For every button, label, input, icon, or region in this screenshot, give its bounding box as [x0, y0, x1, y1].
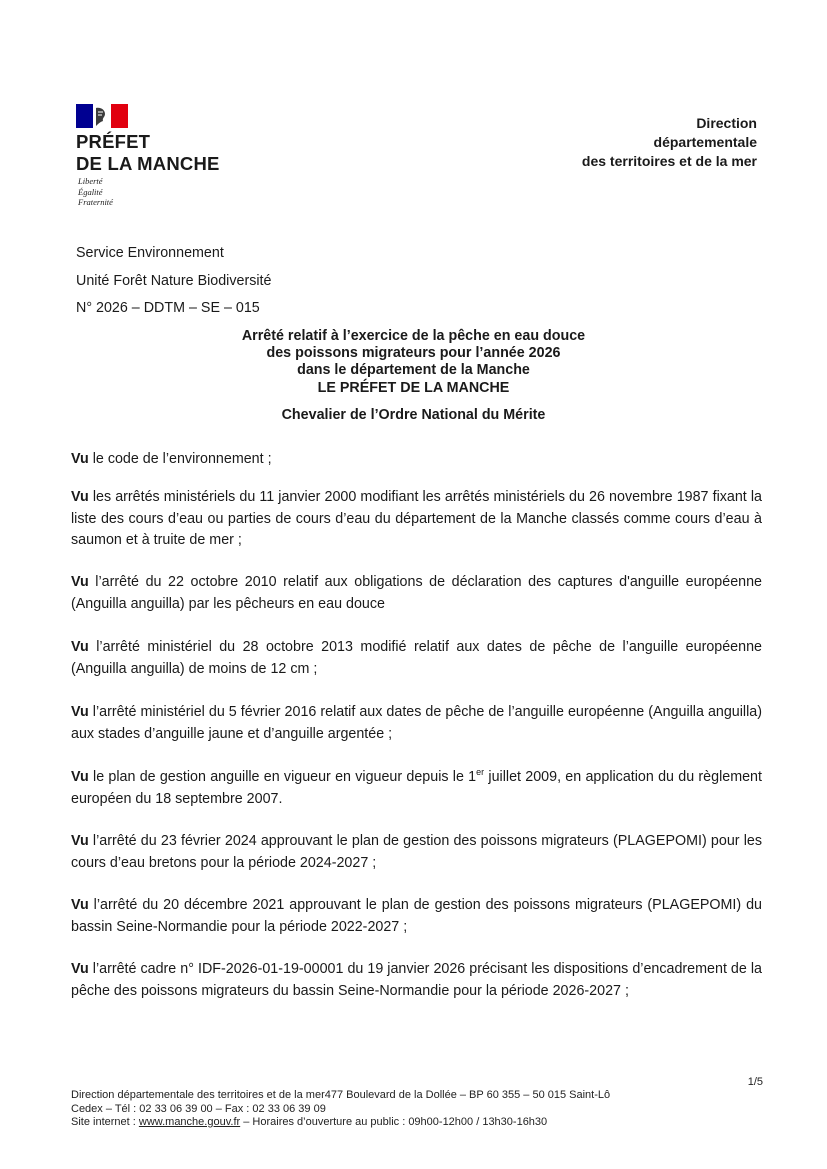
- decree-reference: N° 2026 – DDTM – SE – 015: [76, 300, 260, 316]
- footer-address: Direction départementale des territoires et de la mer477 Boulevard de la Dollée – BP 60 355 – 50 015 Saint-Lô: [71, 1089, 611, 1101]
- marianne-logo-icon: [76, 104, 128, 128]
- motto-fraternite: Fraternité: [78, 197, 113, 207]
- visa-paragraph: Vu le code de l’environnement ;: [71, 451, 272, 467]
- issuing-direction: Direction départementale des territoires et de la mer: [581, 115, 757, 169]
- service-block: [76, 242, 271, 325]
- visa-paragraph: Vu l’arrêté ministériel du 5 février 2016 relatif aux dates de pêche de l’anguille européenne (Anguilla anguilla) aux stades d’anguille jaune et d’anguille argentée ;: [71, 704, 762, 742]
- unit-name: Unité Forêt Nature Biodiversité: [76, 272, 272, 289]
- footer-website-line: Site internet : www.manche.gouv.fr – Horaires d’ouverture au public : 09h00-12h00 / 13h30-16h30: [71, 1116, 548, 1128]
- decree-title: Arrêté relatif à l’exercice de la pêche en eau douce des poissons migrateurs pour l’année 2026 dans le département de la Manche LE PRÉFET DE LA MANCHE Chevalier de l’Ordre National du Mérite: [76, 328, 751, 424]
- visa-paragraph: Vu le plan de gestion anguille en vigueur en vigueur depuis le 1er juillet 2009, en application du du règlement européen du 18 septembre 2007.: [71, 767, 762, 807]
- visa-paragraph: Vu l’arrêté du 20 décembre 2021 approuvant le plan de gestion des poissons migrateurs (PLAGEPOMI) du bassin Seine-Normandie pour la période 2022-2027 ;: [71, 897, 762, 935]
- service-name: Service Environnement: [76, 245, 224, 261]
- page-footer: [71, 1089, 761, 1130]
- honorific-title: Chevalier de l’Ordre National du Mérite: [281, 407, 546, 424]
- motto-egalite: Égalité: [78, 186, 103, 197]
- visa-paragraph: Vu l’arrêté du 23 février 2024 approuvant le plan de gestion des poissons migrateurs (PLAGEPOMI) pour les cours d’eau bretons pour la période 2024-2027 ;: [71, 833, 762, 871]
- visa-paragraph: Vu l’arrêté du 22 octobre 2010 relatif aux obligations de déclaration des captures d'anguille européenne (Anguilla anguilla) par les pêcheurs en eau douce: [71, 574, 762, 612]
- prefecture-title: PRÉFET DE LA MANCHE: [76, 131, 220, 174]
- website-link[interactable]: www.manche.gouv.fr: [138, 1116, 241, 1128]
- footer-phone: Cedex – Tél : 02 33 06 39 00 – Fax : 02 33 06 39 09: [71, 1102, 326, 1115]
- prefect-heading: LE PRÉFET DE LA MANCHE: [317, 380, 510, 397]
- motto-liberte: Liberté: [78, 176, 103, 186]
- page-number: 1/5: [747, 1076, 763, 1088]
- republic-motto: [78, 176, 113, 208]
- visa-paragraph: Vu l’arrêté ministériel du 28 octobre 2013 modifié relatif aux dates de pêche de l’anguille européenne (Anguilla anguilla) de moins de 12 cm ;: [71, 639, 762, 677]
- visa-paragraph: Vu les arrêtés ministériels du 11 janvier 2000 modifiant les arrêtés ministériels du 26 novembre 1987 fixant la liste des cours d’eau ou parties de cours d’eau du département de la Manche classés comme cours d’eau à saumon et à truite de mer ;: [71, 489, 762, 548]
- visa-paragraph: Vu l’arrêté cadre n° IDF-2026-01-19-00001 du 19 janvier 2026 précisant les dispositions d’encadrement de la pêche des poissons migrateurs du bassin Seine-Normandie pour la période 2026-2027 ;: [71, 961, 762, 999]
